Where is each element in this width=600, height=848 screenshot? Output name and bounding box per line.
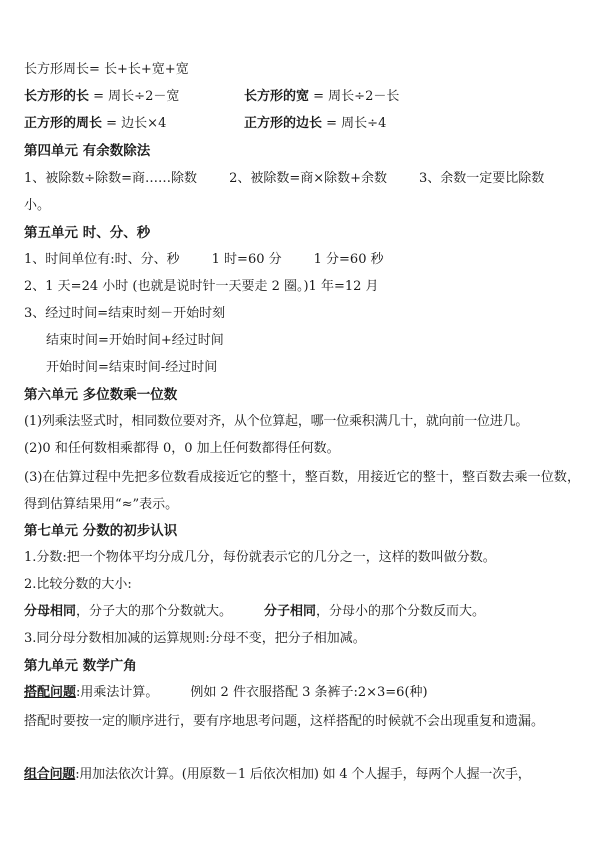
combination-problem [24, 766, 531, 784]
time-units: 1、时间单位有:时、分、秒 [24, 252, 180, 267]
unit4-rule-2: 2、被除数=商×除数+余数 [229, 171, 388, 186]
rect-perimeter-formula: 长方形周长= 长+长+宽+宽 [24, 62, 189, 77]
rect-length-label: 长方形的长 [24, 89, 90, 104]
rect-width-formula: = 周长÷2－长 [309, 89, 400, 104]
rect-width-label: 长方形的宽 [244, 89, 310, 104]
same-numerator-text: ，分母小的那个分数反而大。 [316, 604, 486, 619]
square-perimeter-label: 正方形的周长 [24, 116, 103, 131]
unit5-line-3: 3、经过时间=结束时刻－开始时刻 [24, 306, 226, 321]
square-side-label: 正方形的边长 [244, 116, 323, 131]
square-side-group [244, 115, 386, 133]
unit5-line-1 [24, 251, 384, 269]
unit5-line-5: 开始时间=结束时间-经过时间 [46, 360, 218, 375]
unit4-heading: 第四单元 有余数除法 [24, 143, 151, 159]
matching-example: 例如 2 件衣服搭配 3 条裤子:2×3=6(种) [190, 685, 428, 700]
unit4-rule-1: 1、被除数÷除数=商……除数 [24, 171, 198, 186]
same-numerator-label: 分子相同 [264, 604, 317, 619]
square-side-formula: = 周长÷4 [322, 116, 387, 131]
unit6-p1: (1)列乘法竖式时，相同数位要对齐，从个位算起，哪一位乘积满几十，就向前一位进几。 [24, 414, 529, 429]
matching-text: :用乘法计算。 [76, 685, 159, 700]
unit4-rule-3-wrap: 小。 [24, 198, 51, 213]
same-denominator-label: 分母相同 [24, 604, 77, 619]
unit6-p3: (3)在估算过程中先把多位数看成接近它的整十，整百数，用接近它的整十，整百数去乘一位数，得到估算结果用“≈”表示。 [24, 470, 580, 512]
unit7-heading: 第七单元 分数的初步认识 [24, 523, 178, 539]
unit6-p2: (2)0 和任何数相乘都得 0，0 加上任何数都得任何数。 [24, 441, 340, 456]
combination-text: :用加法依次计算。(用原数－1 后依次相加) 如 4 个人握手，每两个人握一次手， [75, 767, 531, 782]
unit5-line-2: 2、1 天=24 小时 (也就是说时针一天要走 2 圈。)1 年=12 月 [24, 279, 379, 294]
unit9-heading: 第九单元 数学广角 [24, 658, 137, 674]
unit4-rules [24, 170, 544, 188]
unit5-heading: 第五单元 时、分、秒 [24, 225, 151, 241]
unit4-rule-3-part: 3、余数一定要比除数 [419, 171, 545, 186]
unit7-p3: 3.同分母分数相加减的运算规则:分母不变，把分子相加减。 [24, 631, 366, 646]
matching-label: 搭配问题 [24, 685, 77, 700]
rect-length-formula: = 周长÷2－宽 [89, 89, 180, 104]
matching-note: 搭配时要按一定的顺序进行，要有序地思考问题，这样搭配的时候就不会出现重复和遗漏。 [24, 714, 545, 729]
hour-minutes: 1 时=60 分 [211, 252, 282, 267]
unit5-line-4: 结束时间=开始时间+经过时间 [46, 333, 224, 348]
unit7-p1: 1.分数:把一个物体平均分成几分，每份就表示它的几分之一，这样的数叫做分数。 [24, 550, 496, 565]
rect-dimension-formulas [24, 88, 580, 106]
minute-seconds: 1 分=60 秒 [313, 252, 384, 267]
square-perimeter-formula: = 边长×4 [102, 116, 167, 131]
unit7-p2: 2.比较分数的大小: [24, 577, 132, 592]
same-denominator-text: ，分子大的那个分数就大。 [76, 604, 233, 619]
square-formulas [24, 115, 580, 133]
combination-label: 组合问题 [24, 767, 76, 782]
rect-width-group [244, 88, 399, 106]
unit6-heading: 第六单元 多位数乘一位数 [24, 387, 178, 403]
matching-problem [24, 684, 428, 702]
unit7-compare-rules [24, 603, 485, 621]
